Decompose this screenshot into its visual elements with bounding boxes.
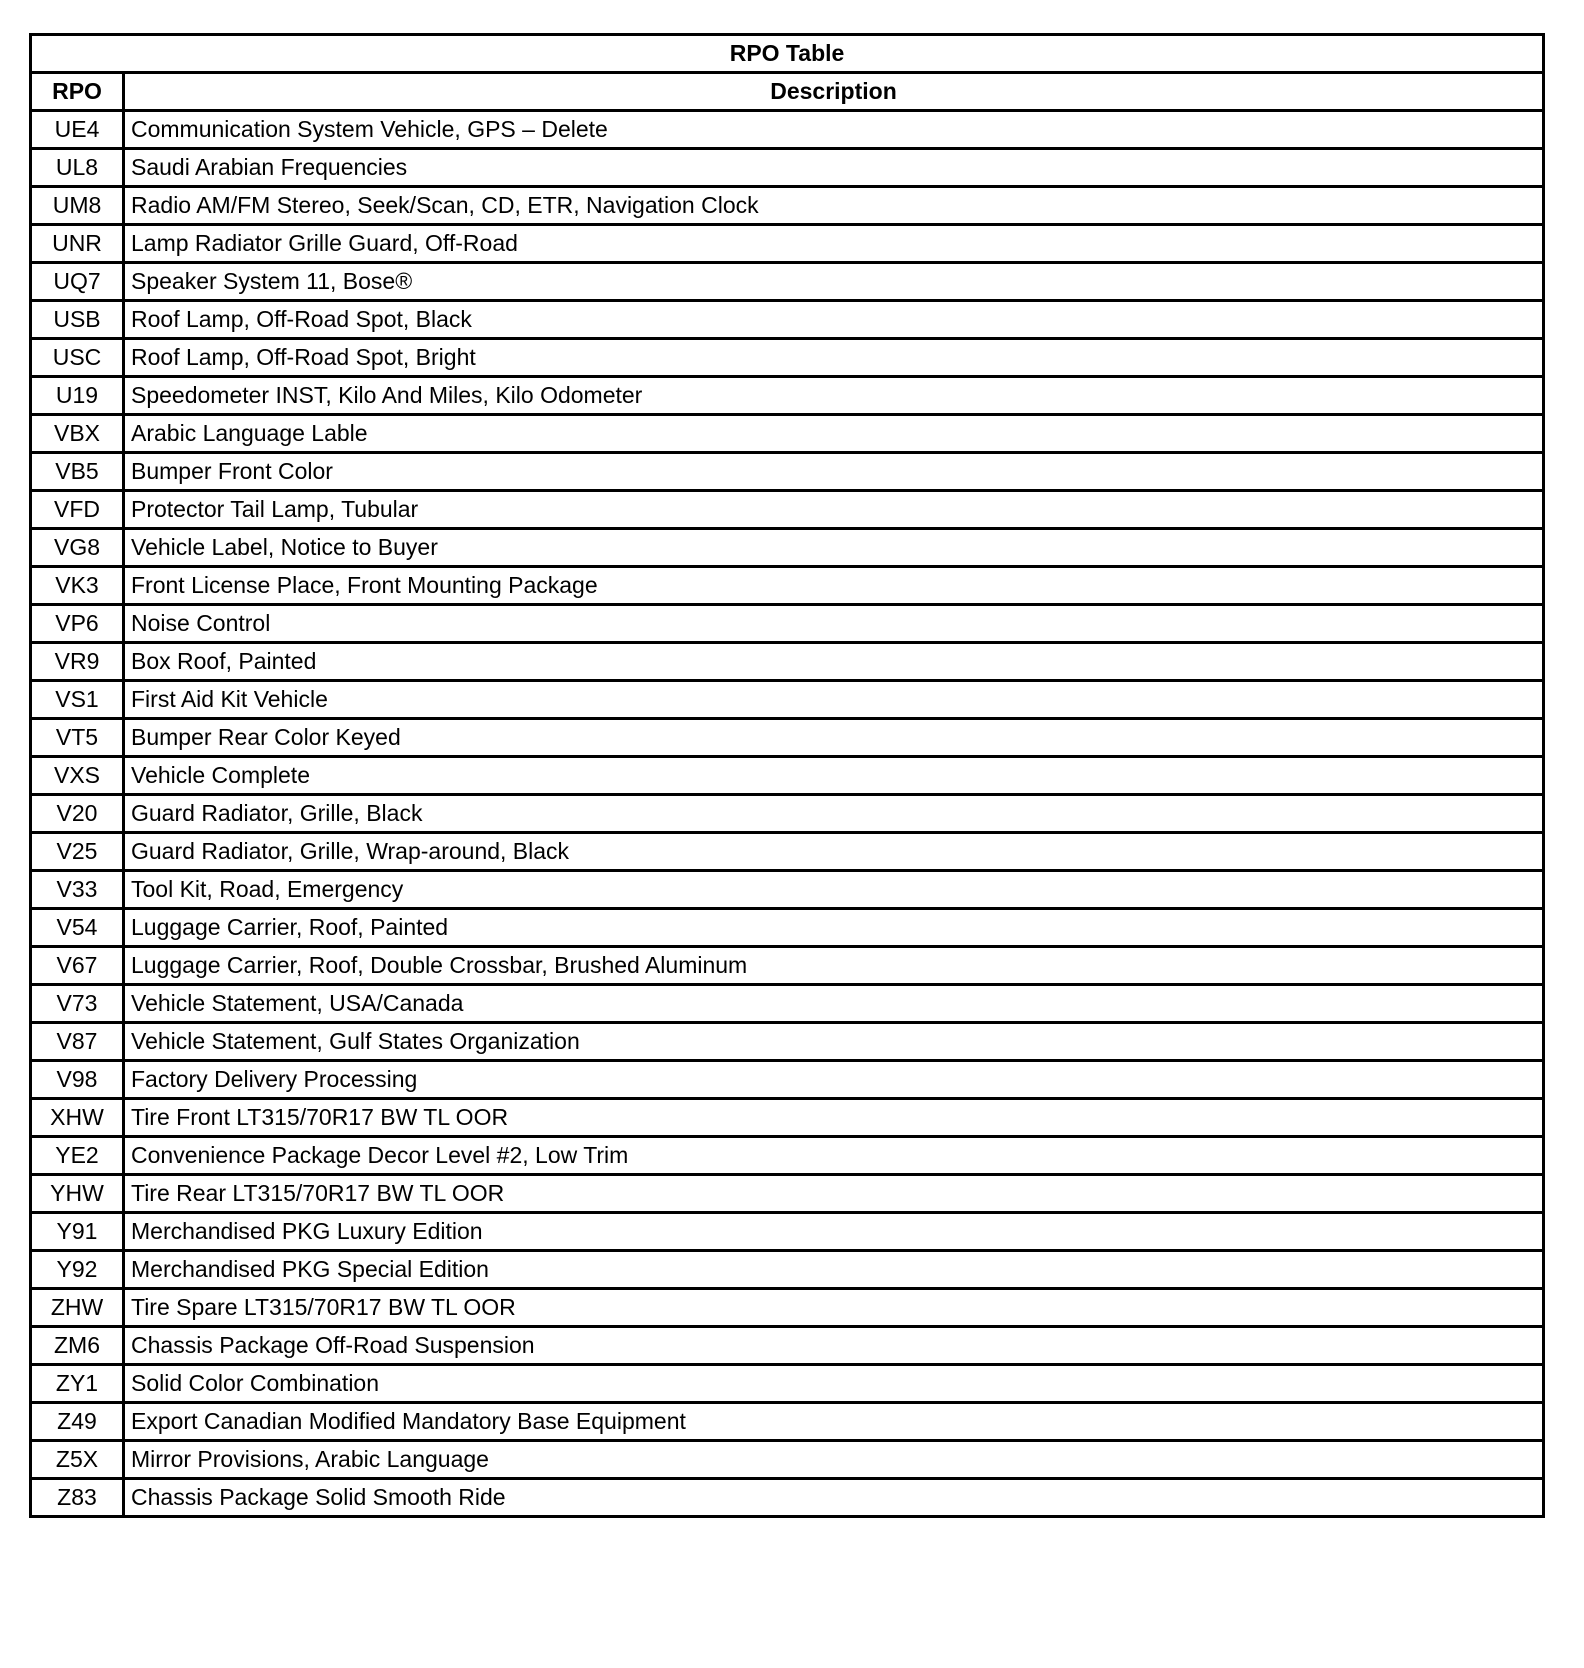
- table-row: [31, 1137, 1544, 1175]
- rpo-description-cell: Roof Lamp, Off-Road Spot, Bright: [124, 339, 1544, 377]
- table-row: [31, 947, 1544, 985]
- rpo-description-cell: Export Canadian Modified Mandatory Base Equipment: [124, 1403, 1544, 1441]
- table-row: [31, 263, 1544, 301]
- rpo-code-cell: UM8: [31, 187, 124, 225]
- rpo-description-cell: Guard Radiator, Grille, Black: [124, 795, 1544, 833]
- rpo-description-cell: Protector Tail Lamp, Tubular: [124, 491, 1544, 529]
- table-row: [31, 1327, 1544, 1365]
- rpo-code-cell: V73: [31, 985, 124, 1023]
- rpo-description-cell: Tire Front LT315/70R17 BW TL OOR: [124, 1099, 1544, 1137]
- table-row: [31, 529, 1544, 567]
- table-row: [31, 187, 1544, 225]
- rpo-code-cell: Z5X: [31, 1441, 124, 1479]
- table-body: [31, 111, 1544, 1517]
- rpo-code-cell: VBX: [31, 415, 124, 453]
- rpo-description-cell: Roof Lamp, Off-Road Spot, Black: [124, 301, 1544, 339]
- rpo-code-cell: UE4: [31, 111, 124, 149]
- column-header-rpo: RPO: [31, 73, 124, 111]
- table-title-row: [31, 35, 1544, 73]
- rpo-code-cell: YE2: [31, 1137, 124, 1175]
- rpo-description-cell: Arabic Language Lable: [124, 415, 1544, 453]
- table-row: [31, 415, 1544, 453]
- rpo-description-cell: Tool Kit, Road, Emergency: [124, 871, 1544, 909]
- rpo-code-cell: YHW: [31, 1175, 124, 1213]
- rpo-code-cell: Y91: [31, 1213, 124, 1251]
- rpo-code-cell: VR9: [31, 643, 124, 681]
- table-row: [31, 567, 1544, 605]
- rpo-description-cell: Saudi Arabian Frequencies: [124, 149, 1544, 187]
- table-row: [31, 643, 1544, 681]
- rpo-description-cell: Luggage Carrier, Roof, Painted: [124, 909, 1544, 947]
- rpo-description-cell: Mirror Provisions, Arabic Language: [124, 1441, 1544, 1479]
- rpo-code-cell: VK3: [31, 567, 124, 605]
- table-row: [31, 681, 1544, 719]
- rpo-description-cell: Noise Control: [124, 605, 1544, 643]
- rpo-description-cell: Convenience Package Decor Level #2, Low Trim: [124, 1137, 1544, 1175]
- table-row: [31, 1403, 1544, 1441]
- rpo-code-cell: UNR: [31, 225, 124, 263]
- rpo-description-cell: Speaker System 11, Bose®: [124, 263, 1544, 301]
- rpo-table: [29, 33, 1545, 1518]
- table-row: [31, 985, 1544, 1023]
- rpo-code-cell: USC: [31, 339, 124, 377]
- rpo-code-cell: ZM6: [31, 1327, 124, 1365]
- table-row: [31, 605, 1544, 643]
- rpo-code-cell: Z49: [31, 1403, 124, 1441]
- rpo-description-cell: Tire Rear LT315/70R17 BW TL OOR: [124, 1175, 1544, 1213]
- table-row: [31, 1023, 1544, 1061]
- rpo-description-cell: Bumper Rear Color Keyed: [124, 719, 1544, 757]
- rpo-description-cell: Vehicle Statement, Gulf States Organization: [124, 1023, 1544, 1061]
- rpo-code-cell: V98: [31, 1061, 124, 1099]
- table-row: [31, 453, 1544, 491]
- table-row: [31, 1175, 1544, 1213]
- rpo-description-cell: Lamp Radiator Grille Guard, Off-Road: [124, 225, 1544, 263]
- rpo-description-cell: Box Roof, Painted: [124, 643, 1544, 681]
- table-row: [31, 1213, 1544, 1251]
- rpo-code-cell: USB: [31, 301, 124, 339]
- table-row: [31, 149, 1544, 187]
- rpo-code-cell: UL8: [31, 149, 124, 187]
- rpo-code-cell: V54: [31, 909, 124, 947]
- rpo-code-cell: VP6: [31, 605, 124, 643]
- rpo-code-cell: Y92: [31, 1251, 124, 1289]
- table-row: [31, 1099, 1544, 1137]
- rpo-code-cell: UQ7: [31, 263, 124, 301]
- rpo-code-cell: VFD: [31, 491, 124, 529]
- table-title: RPO Table: [31, 35, 1544, 73]
- rpo-code-cell: V87: [31, 1023, 124, 1061]
- table-header-row: [31, 73, 1544, 111]
- rpo-description-cell: Factory Delivery Processing: [124, 1061, 1544, 1099]
- rpo-code-cell: V33: [31, 871, 124, 909]
- rpo-code-cell: ZHW: [31, 1289, 124, 1327]
- table-row: [31, 757, 1544, 795]
- rpo-code-cell: V67: [31, 947, 124, 985]
- table-row: [31, 1061, 1544, 1099]
- rpo-description-cell: Front License Place, Front Mounting Package: [124, 567, 1544, 605]
- table-row: [31, 1289, 1544, 1327]
- rpo-code-cell: VT5: [31, 719, 124, 757]
- table-row: [31, 111, 1544, 149]
- rpo-code-cell: V25: [31, 833, 124, 871]
- rpo-code-cell: V20: [31, 795, 124, 833]
- rpo-code-cell: VG8: [31, 529, 124, 567]
- table-row: [31, 871, 1544, 909]
- table-row: [31, 719, 1544, 757]
- table-row: [31, 339, 1544, 377]
- rpo-description-cell: Communication System Vehicle, GPS – Delete: [124, 111, 1544, 149]
- rpo-description-cell: Vehicle Label, Notice to Buyer: [124, 529, 1544, 567]
- rpo-description-cell: Luggage Carrier, Roof, Double Crossbar, Brushed Aluminum: [124, 947, 1544, 985]
- table-row: [31, 491, 1544, 529]
- rpo-code-cell: U19: [31, 377, 124, 415]
- rpo-code-cell: VB5: [31, 453, 124, 491]
- rpo-description-cell: Tire Spare LT315/70R17 BW TL OOR: [124, 1289, 1544, 1327]
- rpo-code-cell: Z83: [31, 1479, 124, 1517]
- rpo-description-cell: Radio AM/FM Stereo, Seek/Scan, CD, ETR, Navigation Clock: [124, 187, 1544, 225]
- rpo-description-cell: Vehicle Statement, USA/Canada: [124, 985, 1544, 1023]
- rpo-description-cell: First Aid Kit Vehicle: [124, 681, 1544, 719]
- table-row: [31, 1365, 1544, 1403]
- rpo-description-cell: Bumper Front Color: [124, 453, 1544, 491]
- table-row: [31, 225, 1544, 263]
- table-row: [31, 377, 1544, 415]
- column-header-description: Description: [124, 73, 1544, 111]
- rpo-code-cell: VS1: [31, 681, 124, 719]
- rpo-description-cell: Guard Radiator, Grille, Wrap-around, Black: [124, 833, 1544, 871]
- rpo-code-cell: VXS: [31, 757, 124, 795]
- table-row: [31, 833, 1544, 871]
- table-row: [31, 1441, 1544, 1479]
- table-row: [31, 301, 1544, 339]
- rpo-description-cell: Speedometer INST, Kilo And Miles, Kilo Odometer: [124, 377, 1544, 415]
- rpo-code-cell: ZY1: [31, 1365, 124, 1403]
- table-row: [31, 1251, 1544, 1289]
- table-row: [31, 909, 1544, 947]
- rpo-description-cell: Merchandised PKG Luxury Edition: [124, 1213, 1544, 1251]
- rpo-code-cell: XHW: [31, 1099, 124, 1137]
- table-row: [31, 1479, 1544, 1517]
- rpo-description-cell: Solid Color Combination: [124, 1365, 1544, 1403]
- table-row: [31, 795, 1544, 833]
- rpo-description-cell: Chassis Package Solid Smooth Ride: [124, 1479, 1544, 1517]
- rpo-description-cell: Vehicle Complete: [124, 757, 1544, 795]
- rpo-description-cell: Merchandised PKG Special Edition: [124, 1251, 1544, 1289]
- rpo-description-cell: Chassis Package Off-Road Suspension: [124, 1327, 1544, 1365]
